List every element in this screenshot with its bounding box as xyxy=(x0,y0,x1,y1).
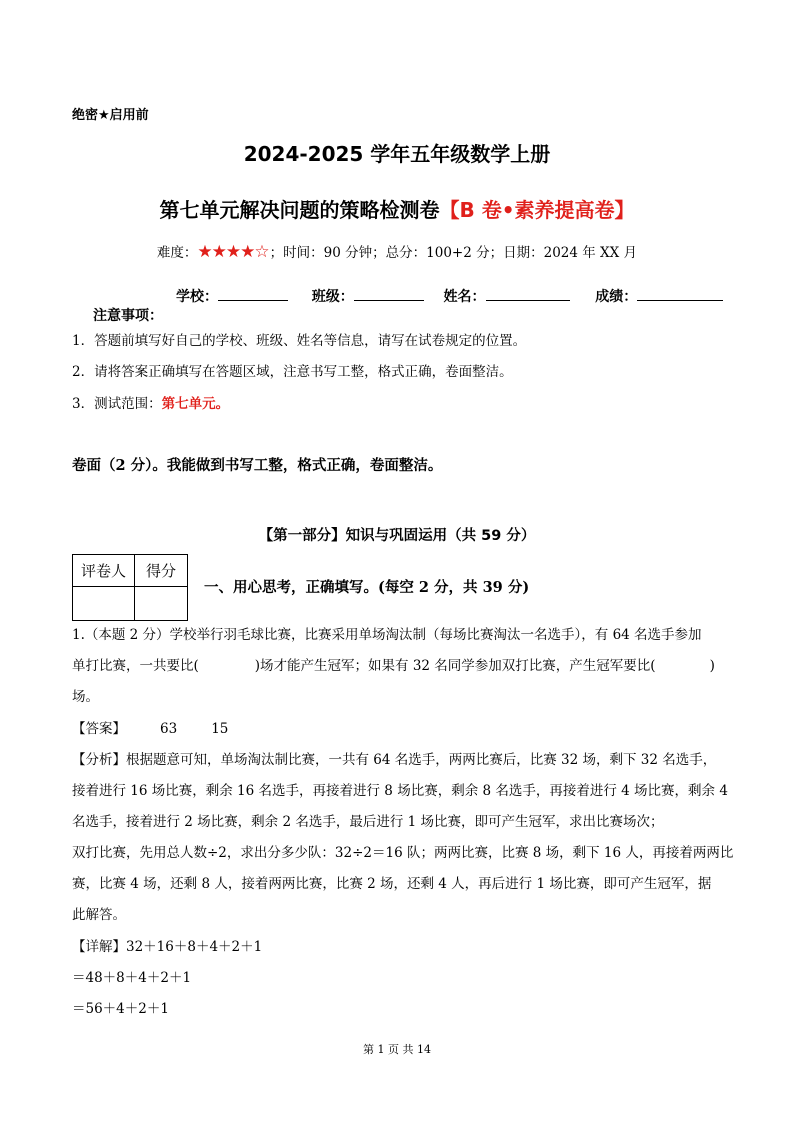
question-text: 1.（本题 2 分）学校举行羽毛球比赛，比赛采用单场淘汰制（每场比赛淘汰一名选手），有 64 名选手参加 xyxy=(72,627,702,643)
neatness-statement: 卷面（2 分）。我能做到书写工整，格式正确，卷面整洁。 xyxy=(72,457,443,474)
score-header: 得分 xyxy=(135,555,188,587)
grader-header: 评卷人 xyxy=(73,555,135,587)
analysis-line: 【分析】根据题意可知，单场淘汰制比赛，一共有 64 名选手，两两比赛后，比赛 32 场，剩下 32 名选手， xyxy=(72,752,717,768)
answer-line xyxy=(72,719,228,739)
star-filled-icon: ★ xyxy=(197,242,212,262)
score-cell[interactable] xyxy=(135,587,188,621)
star-filled-icon: ★ xyxy=(211,242,226,262)
star-filled-icon: ★ xyxy=(240,242,255,262)
subtitle-main: 第七单元解决问题的策略检测卷 xyxy=(159,198,440,222)
confidential-label: 绝密★启用前 xyxy=(72,108,149,123)
analysis-line: 此解答。 xyxy=(72,907,126,923)
note-scope-label: 3．测试范围： xyxy=(72,396,162,412)
part1-heading: 【第一部分】知识与巩固运用（共 59 分） xyxy=(258,528,536,544)
analysis-line: 双打比赛，先用总人数÷2，求出分多少队：32÷2＝16 队；两两比赛，比赛 8 场，剩下 16 人，再接着两两比 xyxy=(72,845,734,861)
difficulty-rating xyxy=(197,242,270,262)
info-fields xyxy=(176,286,723,306)
page-title: 2024-2025 学年五年级数学上册 xyxy=(243,142,551,166)
exam-meta-details: ；时间：90 分钟；总分：100+2 分；日期：2024 年 XX 月 xyxy=(269,245,638,261)
question-text-part: 单打比赛，一共要比( xyxy=(72,658,199,674)
class-label: 班级： xyxy=(311,289,354,305)
analysis-line: 名选手，接着进行 2 场比赛，剩余 2 名选手，最后进行 1 场比赛，即可产生冠军，求出比赛场次； xyxy=(72,814,664,830)
notes-heading: 注意事项： xyxy=(93,308,163,324)
star-filled-icon: ★ xyxy=(225,242,241,262)
note-item: 2．请将答案正确填写在答题区域，注意书写工整，格式正确，卷面整洁。 xyxy=(72,364,513,380)
analysis-line: 赛，比赛 4 场，还剩 8 人，接着两两比赛，比赛 2 场，还剩 4 人，再后进行 1 场比赛，即可产生冠军，据 xyxy=(72,876,712,892)
question-text-part: )场才能产生冠军；如果有 32 名同学参加双打比赛，产生冠军要比( xyxy=(254,658,656,674)
difficulty-label: 难度： xyxy=(156,245,198,261)
page-subtitle xyxy=(0,194,794,223)
detail-line: 【详解】32＋16＋8＋4＋2＋1 xyxy=(72,939,263,955)
section-title: 一、用心思考，正确填写。(每空 2 分，共 39 分) xyxy=(204,579,530,596)
note-scope-value: 第七单元。 xyxy=(161,396,230,412)
answer-label: 【答案】 xyxy=(72,721,126,737)
subtitle-tag: 【B 卷•素养提高卷】 xyxy=(439,198,635,222)
question-text xyxy=(72,656,722,676)
star-empty-icon: ☆ xyxy=(254,242,270,262)
grader-table xyxy=(72,554,188,621)
detail-line: ＝56＋4＋2＋1 xyxy=(72,1001,169,1017)
page-footer: 第 1 页 共 14 xyxy=(363,1043,431,1056)
analysis-line: 接着进行 16 场比赛，剩余 16 名选手，再接着进行 8 场比赛，剩余 8 名选手，再接着进行 4 场比赛，剩余 4 xyxy=(72,783,728,799)
question-text-part: ) xyxy=(709,658,715,674)
grader-cell[interactable] xyxy=(73,587,135,621)
answer-value: 15 xyxy=(211,721,229,737)
note-item: 1．答题前填写好自己的学校、班级、姓名等信息，请写在试卷规定的位置。 xyxy=(72,333,527,349)
score-input[interactable] xyxy=(637,286,723,301)
class-input[interactable] xyxy=(354,286,424,301)
school-label: 学校： xyxy=(176,289,218,305)
score-label: 成绩： xyxy=(595,289,638,305)
exam-meta xyxy=(0,241,794,262)
school-input[interactable] xyxy=(218,286,288,301)
note-item xyxy=(72,394,229,414)
question-text: 场。 xyxy=(72,689,99,705)
name-label: 姓名： xyxy=(443,289,486,305)
name-input[interactable] xyxy=(486,286,570,301)
detail-line: ＝48＋8＋4＋2＋1 xyxy=(72,970,192,986)
answer-value: 63 xyxy=(160,721,178,737)
